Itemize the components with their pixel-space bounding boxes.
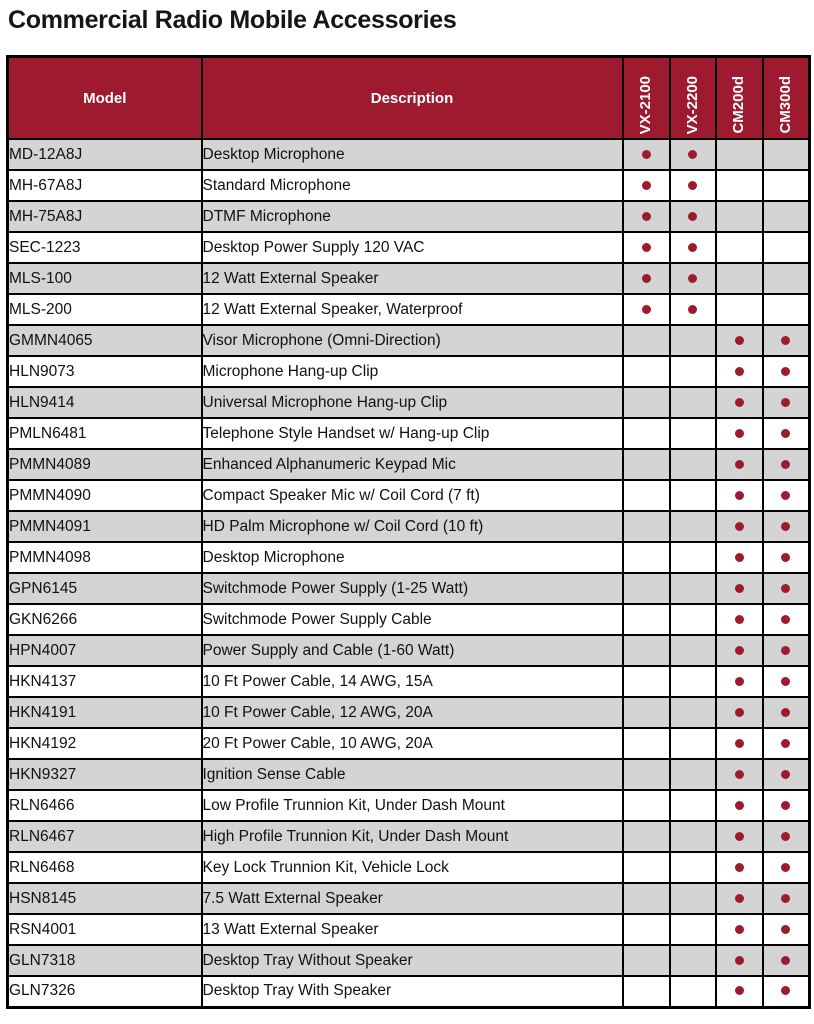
table-row — [8, 542, 810, 573]
cell-description: Compact Speaker Mic w/ Coil Cord (7 ft) — [202, 480, 623, 511]
cell-compat-vx2200 — [670, 697, 716, 728]
compatible-dot-icon — [642, 243, 651, 252]
cell-compat-cm300d — [763, 170, 810, 201]
compatible-dot-icon — [735, 429, 744, 438]
cell-compat-cm300d — [763, 263, 810, 294]
cell-compat-cm200d — [716, 976, 763, 1007]
cell-compat-cm300d — [763, 542, 810, 573]
cell-compat-vx2200 — [670, 232, 716, 263]
compatible-dot-icon — [735, 708, 744, 717]
table-row — [8, 387, 810, 418]
cell-description: 12 Watt External Speaker, Waterproof — [202, 294, 623, 325]
compatible-dot-icon — [735, 646, 744, 655]
cell-compat-cm200d — [716, 666, 763, 697]
compatible-dot-icon — [781, 367, 790, 376]
cell-model: RSN4001 — [8, 914, 202, 945]
compatible-dot-icon — [781, 956, 790, 965]
column-header-vx2100 — [623, 57, 670, 140]
cell-compat-vx2200 — [670, 573, 716, 604]
cell-description: HD Palm Microphone w/ Coil Cord (10 ft) — [202, 511, 623, 542]
cell-compat-vx2200 — [670, 418, 716, 449]
cell-model: SEC-1223 — [8, 232, 202, 263]
cell-compat-cm300d — [763, 387, 810, 418]
cell-compat-vx2100 — [623, 418, 670, 449]
cell-compat-vx2200 — [670, 976, 716, 1007]
table-row — [8, 139, 810, 170]
cell-compat-cm300d — [763, 480, 810, 511]
cell-compat-vx2100 — [623, 914, 670, 945]
compatible-dot-icon — [781, 832, 790, 841]
cell-compat-vx2200 — [670, 821, 716, 852]
cell-compat-vx2100 — [623, 790, 670, 821]
cell-compat-vx2100 — [623, 511, 670, 542]
compatible-dot-icon — [642, 305, 651, 314]
cell-description: 12 Watt External Speaker — [202, 263, 623, 294]
cell-compat-vx2100 — [623, 387, 670, 418]
cell-description: 20 Ft Power Cable, 10 AWG, 20A — [202, 728, 623, 759]
table-row — [8, 573, 810, 604]
table-row — [8, 511, 810, 542]
cell-compat-vx2100 — [623, 294, 670, 325]
cell-compat-vx2200 — [670, 914, 716, 945]
cell-compat-vx2100 — [623, 139, 670, 170]
cell-compat-cm200d — [716, 604, 763, 635]
compatible-dot-icon — [781, 708, 790, 717]
table-row — [8, 821, 810, 852]
cell-compat-vx2200 — [670, 883, 716, 914]
cell-description: Low Profile Trunnion Kit, Under Dash Mount — [202, 790, 623, 821]
cell-compat-cm300d — [763, 666, 810, 697]
cell-compat-vx2100 — [623, 635, 670, 666]
cell-compat-vx2200 — [670, 542, 716, 573]
column-header-cm200d-label: CM200d — [730, 76, 748, 134]
cell-model: MH-67A8J — [8, 170, 202, 201]
cell-compat-vx2200 — [670, 852, 716, 883]
cell-compat-vx2100 — [623, 573, 670, 604]
cell-compat-cm300d — [763, 728, 810, 759]
compatible-dot-icon — [781, 863, 790, 872]
cell-model: MLS-200 — [8, 294, 202, 325]
cell-compat-vx2200 — [670, 325, 716, 356]
column-header-vx2200 — [670, 57, 716, 140]
cell-model: HSN8145 — [8, 883, 202, 914]
compatible-dot-icon — [781, 739, 790, 748]
cell-model: GMMN4065 — [8, 325, 202, 356]
cell-compat-cm300d — [763, 294, 810, 325]
cell-compat-vx2100 — [623, 821, 670, 852]
compatible-dot-icon — [781, 460, 790, 469]
cell-compat-cm200d — [716, 232, 763, 263]
compatible-dot-icon — [735, 367, 744, 376]
cell-compat-vx2200 — [670, 294, 716, 325]
compatible-dot-icon — [735, 677, 744, 686]
cell-compat-vx2100 — [623, 604, 670, 635]
column-header-description: Description — [202, 57, 623, 140]
table-row — [8, 604, 810, 635]
cell-compat-vx2200 — [670, 511, 716, 542]
table-row — [8, 232, 810, 263]
compatible-dot-icon — [781, 894, 790, 903]
cell-compat-cm300d — [763, 418, 810, 449]
cell-compat-vx2200 — [670, 387, 716, 418]
cell-compat-cm300d — [763, 604, 810, 635]
table-row — [8, 418, 810, 449]
cell-compat-cm200d — [716, 387, 763, 418]
compatible-dot-icon — [735, 770, 744, 779]
page-title: Commercial Radio Mobile Accessories — [8, 6, 457, 34]
table-row — [8, 914, 810, 945]
cell-compat-vx2200 — [670, 449, 716, 480]
compatible-dot-icon — [781, 491, 790, 500]
table-row — [8, 294, 810, 325]
compatible-dot-icon — [735, 584, 744, 593]
accessories-table — [6, 55, 811, 1009]
column-header-cm200d — [716, 57, 763, 140]
cell-compat-vx2100 — [623, 232, 670, 263]
compatible-dot-icon — [735, 336, 744, 345]
cell-model: HKN9327 — [8, 759, 202, 790]
compatible-dot-icon — [781, 770, 790, 779]
cell-compat-vx2200 — [670, 790, 716, 821]
cell-compat-cm300d — [763, 945, 810, 976]
compatible-dot-icon — [735, 491, 744, 500]
table-body — [8, 139, 810, 1007]
cell-compat-cm300d — [763, 511, 810, 542]
table-row — [8, 728, 810, 759]
cell-model: HKN4192 — [8, 728, 202, 759]
cell-compat-cm300d — [763, 914, 810, 945]
cell-description: Desktop Tray With Speaker — [202, 976, 623, 1007]
table-row — [8, 666, 810, 697]
table-row — [8, 356, 810, 387]
table-header — [8, 57, 810, 140]
table-header-row — [8, 57, 810, 140]
cell-compat-cm200d — [716, 883, 763, 914]
cell-description: 13 Watt External Speaker — [202, 914, 623, 945]
table-row — [8, 883, 810, 914]
cell-description: Key Lock Trunnion Kit, Vehicle Lock — [202, 852, 623, 883]
cell-description: Desktop Power Supply 120 VAC — [202, 232, 623, 263]
cell-compat-cm300d — [763, 697, 810, 728]
compatible-dot-icon — [781, 584, 790, 593]
cell-description: Telephone Style Handset w/ Hang-up Clip — [202, 418, 623, 449]
cell-compat-vx2200 — [670, 759, 716, 790]
cell-model: GLN7318 — [8, 945, 202, 976]
compatible-dot-icon — [735, 894, 744, 903]
cell-description: 10 Ft Power Cable, 12 AWG, 20A — [202, 697, 623, 728]
cell-compat-cm200d — [716, 852, 763, 883]
cell-model: RLN6466 — [8, 790, 202, 821]
cell-compat-vx2100 — [623, 728, 670, 759]
cell-compat-cm300d — [763, 232, 810, 263]
table-row — [8, 263, 810, 294]
compatible-dot-icon — [781, 925, 790, 934]
cell-compat-cm300d — [763, 139, 810, 170]
compatible-dot-icon — [642, 212, 651, 221]
compatible-dot-icon — [735, 832, 744, 841]
cell-compat-cm300d — [763, 976, 810, 1007]
compatible-dot-icon — [642, 150, 651, 159]
table-row — [8, 759, 810, 790]
cell-compat-cm200d — [716, 759, 763, 790]
cell-model: RLN6468 — [8, 852, 202, 883]
compatible-dot-icon — [781, 429, 790, 438]
cell-compat-cm300d — [763, 635, 810, 666]
column-header-vx2200-label: VX-2200 — [683, 75, 701, 134]
table-row — [8, 852, 810, 883]
cell-compat-vx2200 — [670, 356, 716, 387]
table-row — [8, 170, 810, 201]
cell-compat-cm200d — [716, 294, 763, 325]
cell-compat-cm200d — [716, 697, 763, 728]
cell-compat-cm200d — [716, 728, 763, 759]
compatible-dot-icon — [735, 553, 744, 562]
cell-model: HKN4191 — [8, 697, 202, 728]
cell-compat-cm200d — [716, 356, 763, 387]
cell-model: MH-75A8J — [8, 201, 202, 232]
cell-compat-cm200d — [716, 201, 763, 232]
cell-compat-vx2100 — [623, 542, 670, 573]
cell-compat-vx2100 — [623, 697, 670, 728]
column-header-cm300d-label: CM300d — [776, 76, 794, 134]
cell-compat-cm200d — [716, 542, 763, 573]
table-row — [8, 790, 810, 821]
column-header-cm300d — [763, 57, 810, 140]
compatible-dot-icon — [781, 801, 790, 810]
compatible-dot-icon — [735, 956, 744, 965]
cell-compat-vx2200 — [670, 945, 716, 976]
cell-description: Standard Microphone — [202, 170, 623, 201]
cell-model: PMMN4091 — [8, 511, 202, 542]
cell-description: Desktop Microphone — [202, 542, 623, 573]
cell-description: DTMF Microphone — [202, 201, 623, 232]
cell-compat-cm300d — [763, 356, 810, 387]
compatible-dot-icon — [735, 801, 744, 810]
cell-description: Switchmode Power Supply (1-25 Watt) — [202, 573, 623, 604]
table-row — [8, 449, 810, 480]
table-row — [8, 945, 810, 976]
cell-model: MD-12A8J — [8, 139, 202, 170]
cell-compat-vx2200 — [670, 666, 716, 697]
cell-description: Visor Microphone (Omni-Direction) — [202, 325, 623, 356]
compatible-dot-icon — [735, 986, 744, 995]
cell-model: PMMN4089 — [8, 449, 202, 480]
cell-description: Power Supply and Cable (1-60 Watt) — [202, 635, 623, 666]
cell-compat-vx2100 — [623, 852, 670, 883]
compatible-dot-icon — [688, 274, 697, 283]
table-row — [8, 325, 810, 356]
cell-compat-vx2100 — [623, 480, 670, 511]
cell-compat-cm200d — [716, 263, 763, 294]
compatible-dot-icon — [735, 739, 744, 748]
cell-compat-vx2100 — [623, 666, 670, 697]
cell-description: Ignition Sense Cable — [202, 759, 623, 790]
cell-compat-vx2100 — [623, 759, 670, 790]
cell-compat-vx2200 — [670, 480, 716, 511]
cell-description: Enhanced Alphanumeric Keypad Mic — [202, 449, 623, 480]
column-header-model: Model — [8, 57, 202, 140]
compatible-dot-icon — [688, 243, 697, 252]
cell-compat-cm300d — [763, 790, 810, 821]
compatible-dot-icon — [735, 863, 744, 872]
cell-compat-vx2100 — [623, 449, 670, 480]
compatible-dot-icon — [735, 460, 744, 469]
cell-model: HKN4137 — [8, 666, 202, 697]
cell-model: PMMN4090 — [8, 480, 202, 511]
cell-description: Desktop Tray Without Speaker — [202, 945, 623, 976]
cell-compat-vx2100 — [623, 325, 670, 356]
cell-compat-cm300d — [763, 883, 810, 914]
compatible-dot-icon — [781, 398, 790, 407]
compatible-dot-icon — [781, 553, 790, 562]
cell-compat-cm200d — [716, 418, 763, 449]
cell-model: GPN6145 — [8, 573, 202, 604]
cell-model: RLN6467 — [8, 821, 202, 852]
compatible-dot-icon — [781, 522, 790, 531]
cell-compat-cm300d — [763, 201, 810, 232]
cell-compat-vx2200 — [670, 635, 716, 666]
compatible-dot-icon — [642, 181, 651, 190]
compatible-dot-icon — [781, 646, 790, 655]
cell-description: Desktop Microphone — [202, 139, 623, 170]
cell-model: HPN4007 — [8, 635, 202, 666]
cell-compat-vx2100 — [623, 976, 670, 1007]
cell-model: HLN9414 — [8, 387, 202, 418]
cell-compat-vx2200 — [670, 170, 716, 201]
cell-compat-vx2200 — [670, 728, 716, 759]
cell-compat-vx2200 — [670, 201, 716, 232]
compatible-dot-icon — [688, 150, 697, 159]
cell-description: High Profile Trunnion Kit, Under Dash Mount — [202, 821, 623, 852]
cell-description: Universal Microphone Hang-up Clip — [202, 387, 623, 418]
cell-compat-vx2100 — [623, 170, 670, 201]
cell-compat-cm200d — [716, 480, 763, 511]
cell-compat-cm200d — [716, 170, 763, 201]
cell-compat-cm200d — [716, 914, 763, 945]
cell-compat-vx2200 — [670, 604, 716, 635]
cell-compat-cm300d — [763, 852, 810, 883]
cell-compat-vx2100 — [623, 356, 670, 387]
compatible-dot-icon — [735, 398, 744, 407]
table-row — [8, 976, 810, 1007]
compatible-dot-icon — [781, 336, 790, 345]
cell-compat-vx2100 — [623, 263, 670, 294]
cell-compat-cm200d — [716, 573, 763, 604]
compatible-dot-icon — [735, 925, 744, 934]
cell-compat-vx2100 — [623, 201, 670, 232]
compatible-dot-icon — [642, 274, 651, 283]
table-row — [8, 201, 810, 232]
cell-compat-cm200d — [716, 790, 763, 821]
compatible-dot-icon — [781, 615, 790, 624]
cell-compat-cm200d — [716, 511, 763, 542]
cell-model: GKN6266 — [8, 604, 202, 635]
cell-model: PMMN4098 — [8, 542, 202, 573]
cell-compat-cm200d — [716, 945, 763, 976]
cell-description: Switchmode Power Supply Cable — [202, 604, 623, 635]
cell-compat-cm200d — [716, 325, 763, 356]
cell-compat-vx2200 — [670, 263, 716, 294]
cell-description: 7.5 Watt External Speaker — [202, 883, 623, 914]
cell-compat-vx2100 — [623, 883, 670, 914]
column-header-vx2100-label: VX-2100 — [637, 75, 655, 134]
cell-compat-cm300d — [763, 325, 810, 356]
cell-compat-cm200d — [716, 821, 763, 852]
compatible-dot-icon — [735, 522, 744, 531]
cell-description: Microphone Hang-up Clip — [202, 356, 623, 387]
cell-compat-cm300d — [763, 759, 810, 790]
compatible-dot-icon — [735, 615, 744, 624]
cell-model: MLS-100 — [8, 263, 202, 294]
compatible-dot-icon — [688, 305, 697, 314]
cell-compat-cm300d — [763, 573, 810, 604]
cell-compat-cm200d — [716, 449, 763, 480]
cell-model: GLN7326 — [8, 976, 202, 1007]
cell-compat-cm300d — [763, 821, 810, 852]
cell-compat-vx2200 — [670, 139, 716, 170]
cell-model: HLN9073 — [8, 356, 202, 387]
compatible-dot-icon — [781, 986, 790, 995]
table-row — [8, 480, 810, 511]
cell-model: PMLN6481 — [8, 418, 202, 449]
cell-description: 10 Ft Power Cable, 14 AWG, 15A — [202, 666, 623, 697]
compatible-dot-icon — [688, 212, 697, 221]
table-row — [8, 697, 810, 728]
compatible-dot-icon — [688, 181, 697, 190]
cell-compat-cm200d — [716, 635, 763, 666]
cell-compat-vx2100 — [623, 945, 670, 976]
compatible-dot-icon — [781, 677, 790, 686]
cell-compat-cm300d — [763, 449, 810, 480]
table-row — [8, 635, 810, 666]
cell-compat-cm200d — [716, 139, 763, 170]
